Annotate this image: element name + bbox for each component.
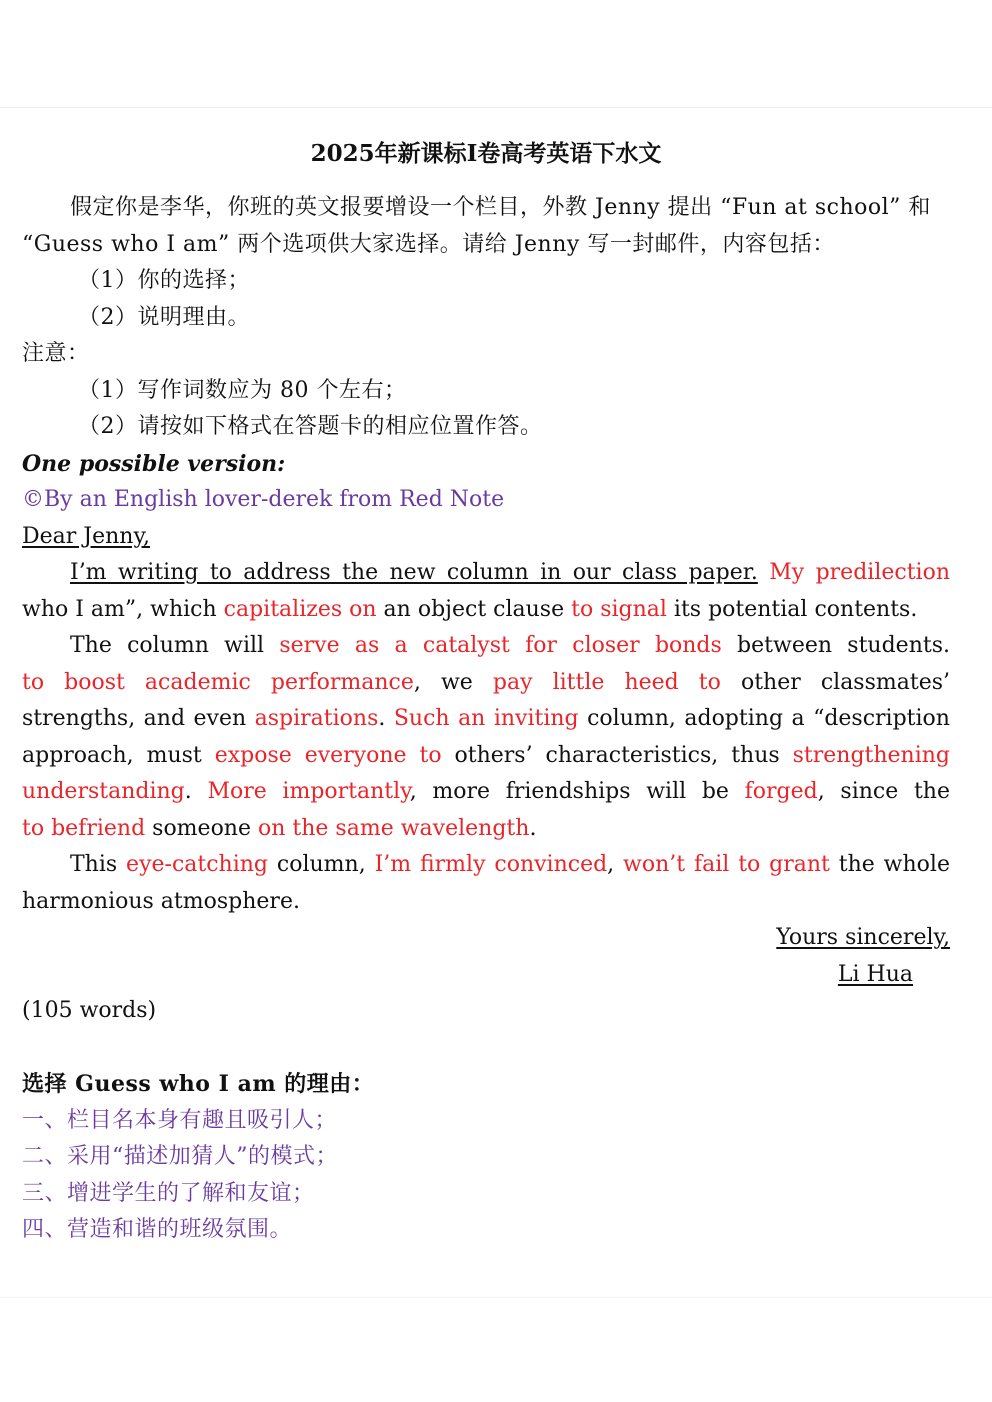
text-span: This xyxy=(70,852,127,877)
highlight-phrase: I’m firmly convinced xyxy=(374,852,608,877)
note-label: 注意： xyxy=(22,341,90,366)
text-span: others’ characteristics, thus xyxy=(441,742,793,768)
signature-text: Li Hua xyxy=(837,961,913,987)
letter-salutation xyxy=(22,519,950,556)
highlight-phrase: to signal xyxy=(571,596,667,622)
closing-text: Yours sincerely, xyxy=(776,925,950,950)
text-span: its potential contents. xyxy=(666,596,918,622)
highlight-phrase: to boost academic performance xyxy=(22,669,414,695)
text-span: between students. xyxy=(721,633,950,658)
text-span: other classmates’ xyxy=(740,669,950,695)
word-count: (105 words) xyxy=(22,998,157,1023)
highlight-phrase: forged xyxy=(744,779,818,804)
text-span: The column will xyxy=(70,633,280,658)
letter-p3-line-1 xyxy=(22,847,950,884)
letter-p3-line-2: harmonious atmosphere. xyxy=(22,888,300,914)
reason-item: 四、营造和谐的班级氛围。 xyxy=(22,1217,293,1242)
reason-item: 一、栏目名本身有趣且吸引人； xyxy=(22,1107,338,1133)
document-content xyxy=(22,134,950,1249)
highlight-phrase: Such an inviting xyxy=(393,706,579,731)
text-span: the whole xyxy=(838,852,950,877)
text-span: strengths, and even xyxy=(22,706,255,731)
credit-line: ©By an English lover-derek from Red Note xyxy=(22,487,505,512)
text-span: . xyxy=(184,779,208,804)
prompt-line-1: 假定你是李华，你班的英文报要增设一个栏目，外教 Jenny 提出 “Fun at school” 和 xyxy=(70,195,931,220)
document-title: 2025年新课标I卷高考英语下水文 xyxy=(310,140,662,167)
highlight-phrase: More importantly xyxy=(207,779,410,804)
reason-item: 二、采用“描述加猜人”的模式； xyxy=(22,1144,338,1169)
opening-sentence: I’m writing to address the new column in our class paper. xyxy=(70,560,758,585)
text-span: someone xyxy=(145,815,258,841)
highlight-phrase: eye-catching xyxy=(126,852,269,877)
highlight-phrase: serve as a catalyst for closer bonds xyxy=(279,633,722,658)
letter-p2-line-1 xyxy=(22,628,950,665)
highlight-phrase: understanding xyxy=(22,779,185,804)
text-span: , since the xyxy=(817,779,950,804)
top-divider xyxy=(0,107,992,108)
text-span: column, xyxy=(268,852,375,877)
version-label: One possible version: xyxy=(22,450,286,477)
note-1: （1）写作词数应为 80 个左右； xyxy=(78,377,407,403)
highlight-phrase: My predilection xyxy=(769,560,950,585)
letter-p2-line-6 xyxy=(22,811,950,848)
letter-p1-line-2 xyxy=(22,592,950,629)
highlight-phrase: strengthening xyxy=(792,742,950,768)
text-span: who I am”, which xyxy=(22,596,224,622)
letter-closing xyxy=(22,920,950,957)
text-span: . xyxy=(378,706,394,731)
highlight-phrase: pay little heed to xyxy=(492,669,721,695)
highlight-phrase: aspirations xyxy=(254,706,379,731)
letter-p2-line-4 xyxy=(22,738,950,775)
text-span: , we xyxy=(413,669,493,695)
highlight-phrase: on the same wavelength xyxy=(258,815,530,841)
highlight-phrase: capitalizes on xyxy=(223,596,377,622)
text-span: an object clause xyxy=(376,596,572,622)
text-span: column, adopting a “description xyxy=(587,706,950,731)
note-2: （2）请按如下格式在答题卡的相应位置作答。 xyxy=(78,414,543,439)
letter-p2-line-2 xyxy=(22,665,950,702)
text-span: , xyxy=(607,852,624,877)
salutation-text: Dear Jenny, xyxy=(22,523,150,549)
prompt-point-2: （2）说明理由。 xyxy=(78,304,250,330)
highlight-phrase: expose everyone to xyxy=(214,742,442,768)
letter-p2-line-5 xyxy=(22,774,950,811)
prompt-line-2: “Guess who I am” 两个选项供大家选择。请给 Jenny 写一封邮件，内容包括： xyxy=(22,231,835,257)
prompt-point-1: （1）你的选择； xyxy=(78,268,250,293)
text-span: approach, must xyxy=(22,742,215,768)
reasons-heading: 选择 Guess who I am 的理由： xyxy=(22,1071,375,1097)
bottom-divider xyxy=(0,1297,992,1298)
spacer xyxy=(22,1030,950,1067)
text-span: , more friendships will be xyxy=(409,779,745,804)
letter-p2-line-3 xyxy=(22,701,950,738)
text-span: . xyxy=(529,815,537,841)
letter-p1-line-1 xyxy=(22,555,950,592)
letter-signature xyxy=(22,957,950,994)
highlight-phrase: to befriend xyxy=(22,815,146,841)
text-span xyxy=(758,560,769,585)
highlight-phrase: won’t fail to grant xyxy=(623,852,830,877)
reason-item: 三、增进学生的了解和友谊； xyxy=(22,1180,315,1206)
